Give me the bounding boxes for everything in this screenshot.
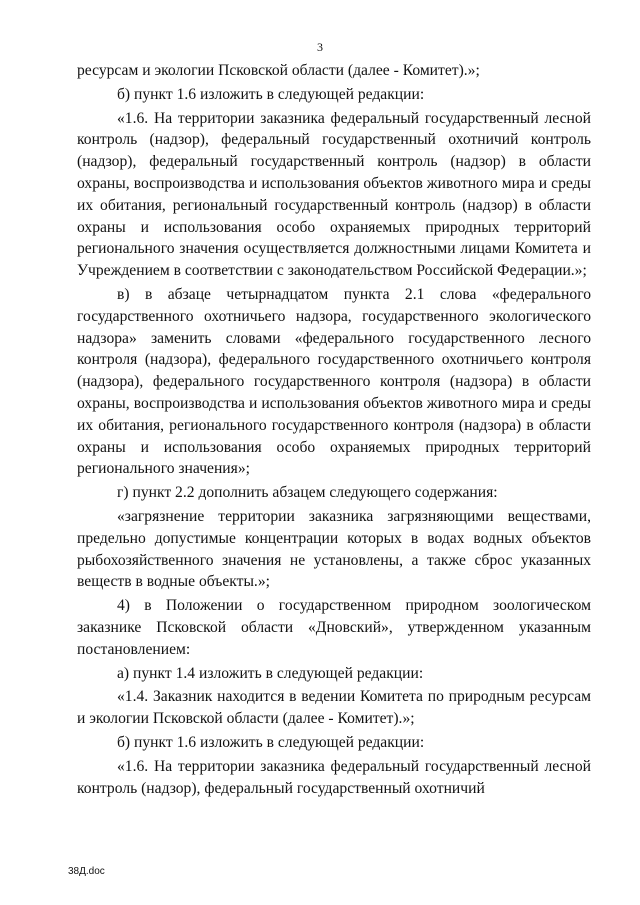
paragraph-5: г) пункт 2.2 дополнить абзацем следующего содержания: (117, 484, 498, 502)
paragraph-4: в) в абзаце четырнадцатом пункта 2.1 слова «федерального государственного охотничьего надзора, государственного экологического надзора» заменить словами «федерального государственного лесного контроля (надзора), федерального государственного охотничьего контроля (надзора), федерального государственного контроля (надзора) в области охраны, воспроизводства и использования объектов животного мира и среды их обитания, регионального государственного контроля (надзора) в области охраны и использования особо охраняемых природных территорий регионального значения»; (77, 285, 591, 478)
paragraph-10: б) пункт 1.6 изложить в следующей редакции: (117, 733, 425, 751)
paragraph-3: «1.6. На территории заказника федеральный государственный лесной контроль (надзор), федеральный государственный охотничий контроль (надзор), федеральный государственный контроль (надзор) в области охраны, воспроизводства и использования объектов животного мира и среды их обитания, региональный государственный контроль (надзор) в области охраны и использования особо охраняемых природных территорий регионального значения осуществляется должностными лицами Комитета и Учреждением в соответствии с законодательством Российской Федерации.»; (77, 109, 591, 280)
paragraph-9: «1.4. Заказник находится в ведении Комитета по природным ресурсам и экологии Псковской области (далее - Комитет).»; (77, 688, 591, 728)
paragraph-2: б) пункт 1.6 изложить в следующей редакции: (117, 85, 425, 103)
paragraph-1: ресурсам и экологии Псковской области (далее - Комитет).»; (77, 62, 480, 79)
paragraph-8: а) пункт 1.4 изложить в следующей редакции: (117, 664, 424, 682)
page-number: 3 (317, 40, 323, 54)
footer-file-name: 38Д.doc (68, 866, 105, 877)
document-body (77, 60, 591, 801)
paragraph-11: «1.6. На территории заказника федеральный государственный лесной контроль (надзор), федеральный государственный охотничий (77, 757, 591, 797)
paragraph-6: «загрязнение территории заказника загрязняющими веществами, предельно допустимые концентрации которых в водах водных объектов рыбохозяйственного значения не установлены, а также сброс указанных веществ в водные объекты.»; (77, 507, 591, 591)
paragraph-7: 4) в Положении о государственном природном зоологическом заказнике Псковской области «Дновский», утвержденном указанным постановлением: (77, 597, 591, 658)
